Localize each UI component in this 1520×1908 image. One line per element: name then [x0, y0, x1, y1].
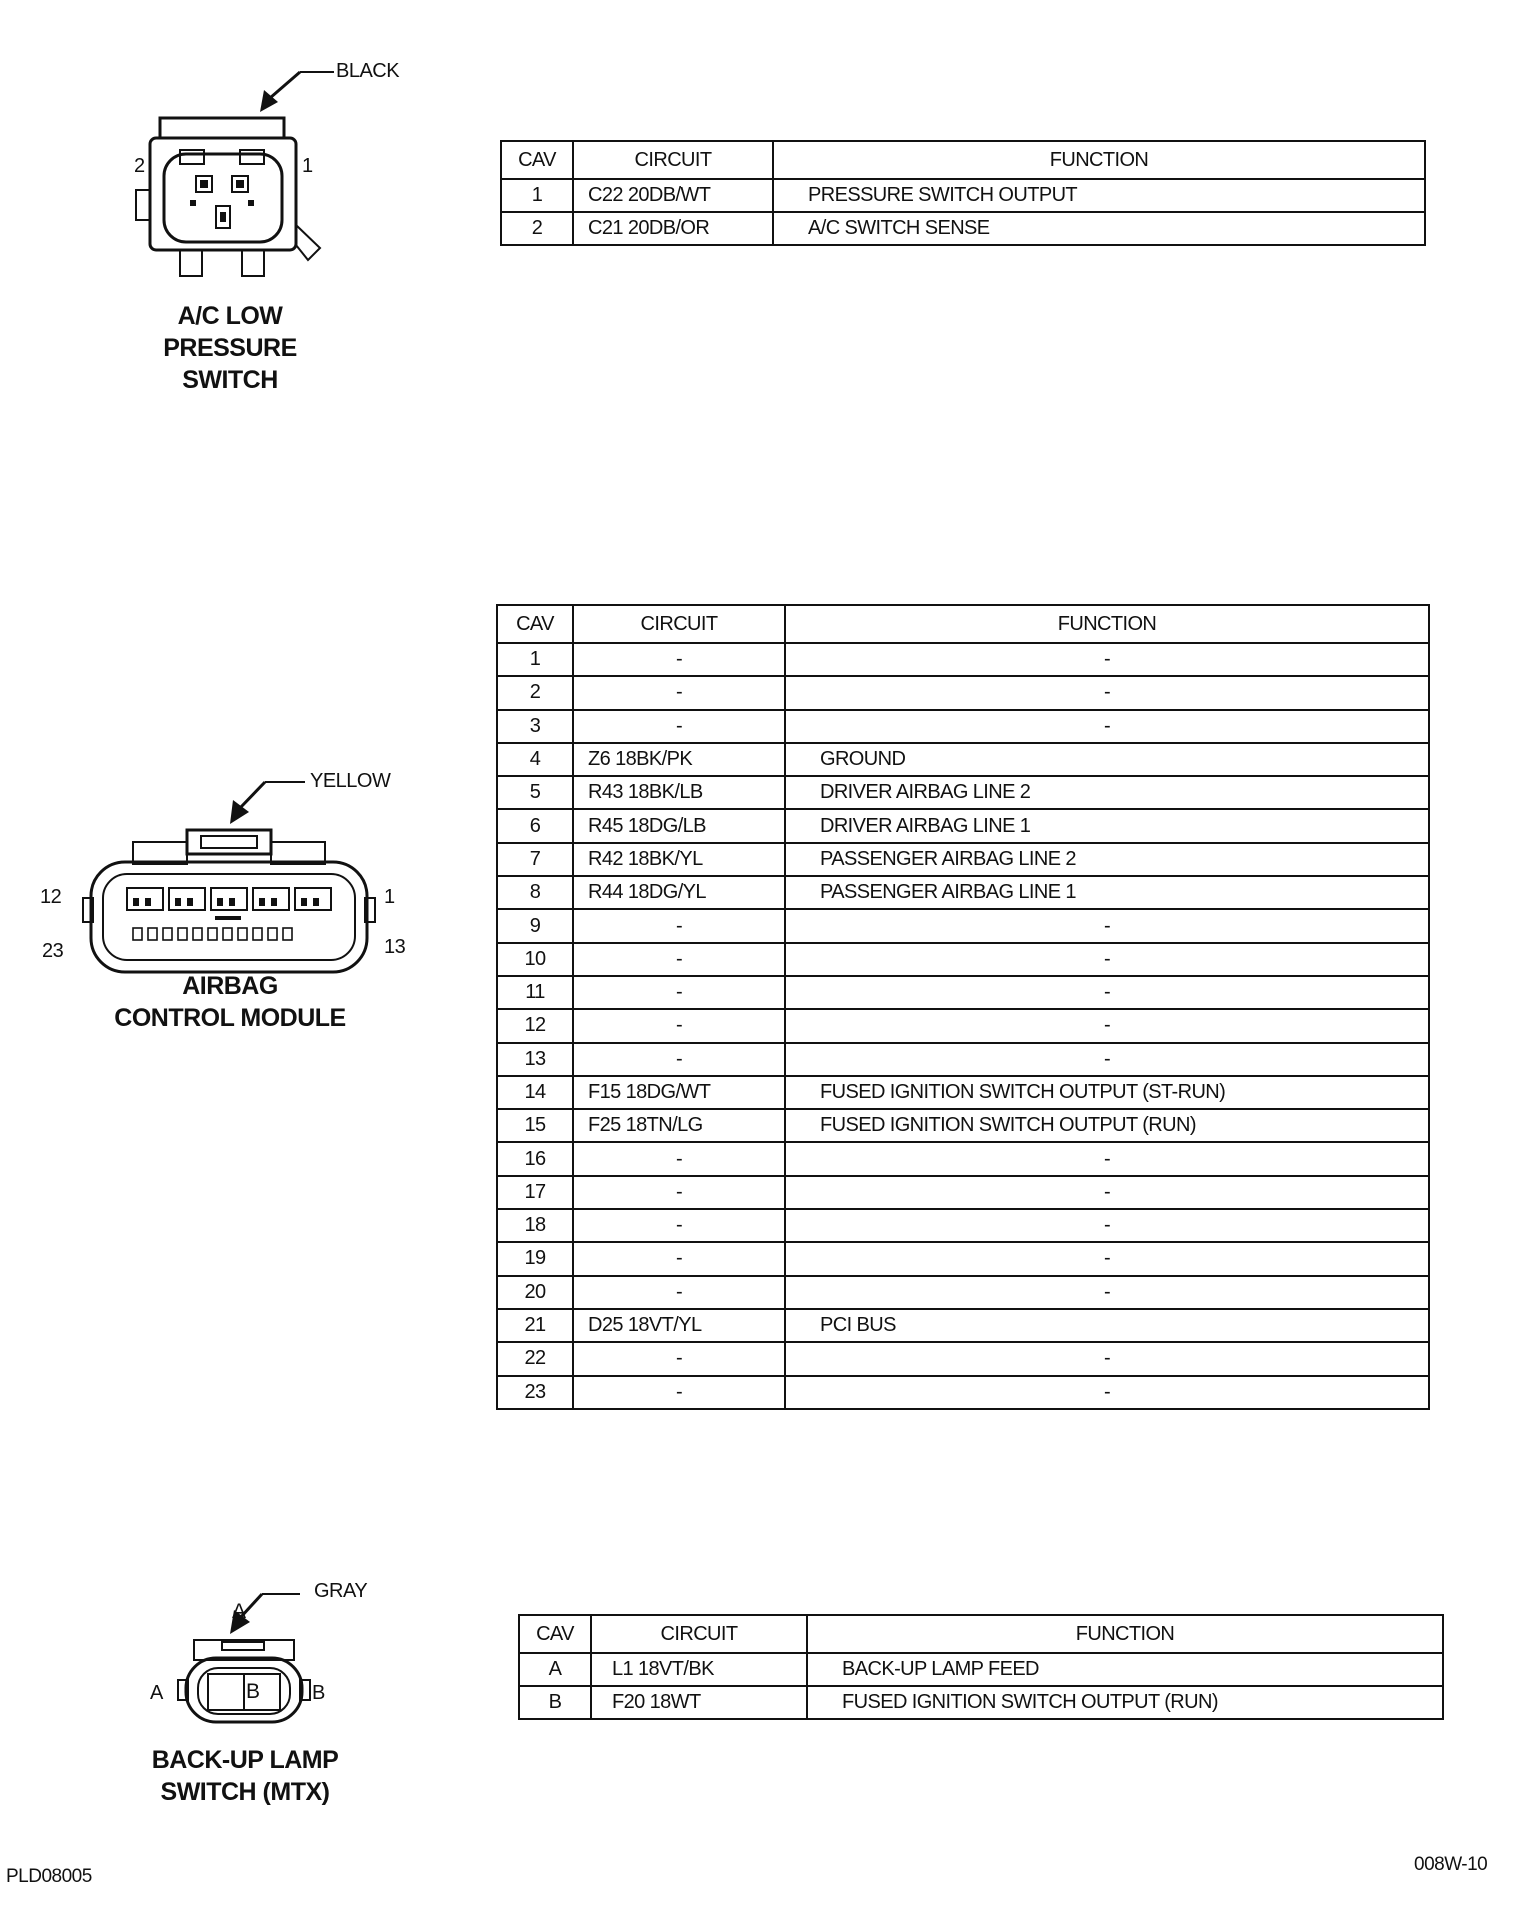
function-cell: -	[785, 1043, 1429, 1076]
cav-cell: 7	[497, 843, 573, 876]
backup-color-label: GRAY	[314, 1580, 368, 1602]
function-cell: -	[785, 1176, 1429, 1209]
cav-cell: B	[519, 1686, 591, 1719]
backup-cavity-a: A	[232, 1600, 246, 1623]
table-row	[497, 1376, 1429, 1409]
header-function: FUNCTION	[785, 605, 1429, 643]
cav-cell: 2	[501, 212, 573, 245]
circuit-cell: L1 18VT/BK	[591, 1653, 807, 1686]
table-header-row	[497, 605, 1429, 643]
title-line: BACK-UP LAMP	[151, 1746, 339, 1774]
circuit-cell: C21 20DB/OR	[573, 212, 773, 245]
cav-cell: 9	[497, 909, 573, 942]
header-circuit: CIRCUIT	[591, 1615, 807, 1653]
function-cell: PASSENGER AIRBAG LINE 1	[785, 876, 1429, 909]
table-row	[497, 1076, 1429, 1109]
circuit-cell: -	[573, 976, 785, 1009]
circuit-cell: -	[573, 1376, 785, 1409]
cav-cell: 18	[497, 1209, 573, 1242]
table-row	[497, 1109, 1429, 1142]
header-cav: CAV	[497, 605, 573, 643]
function-cell: -	[785, 676, 1429, 709]
circuit-cell: D25 18VT/YL	[573, 1309, 785, 1342]
function-cell: A/C SWITCH SENSE	[773, 212, 1425, 245]
header-function: FUNCTION	[807, 1615, 1443, 1653]
table-row	[497, 1176, 1429, 1209]
ac-switch-pin-1-label: 1	[302, 155, 313, 177]
circuit-cell: -	[573, 1009, 785, 1042]
circuit-cell: F25 18TN/LG	[573, 1109, 785, 1142]
function-cell: -	[785, 1276, 1429, 1309]
backup-cavity-b: B	[246, 1680, 260, 1703]
airbag-pin-13-label: 13	[384, 936, 406, 958]
cav-cell: 2	[497, 676, 573, 709]
ac-switch-pin-2-label: 2	[134, 155, 145, 177]
table-row	[497, 1342, 1429, 1375]
function-cell: -	[785, 909, 1429, 942]
title-line: AIRBAG	[182, 972, 278, 1000]
cav-cell: 5	[497, 776, 573, 809]
table-row	[497, 976, 1429, 1009]
circuit-cell: R43 18BK/LB	[573, 776, 785, 809]
airbag-connector-drawing	[75, 770, 405, 980]
table-row	[497, 1009, 1429, 1042]
circuit-cell: F20 18WT	[591, 1686, 807, 1719]
circuit-cell: -	[573, 643, 785, 676]
header-circuit: CIRCUIT	[573, 605, 785, 643]
table-row	[497, 876, 1429, 909]
table-header-row	[519, 1615, 1443, 1653]
function-cell: -	[785, 1242, 1429, 1275]
cav-cell: 4	[497, 743, 573, 776]
function-cell: DRIVER AIRBAG LINE 2	[785, 776, 1429, 809]
cav-cell: 8	[497, 876, 573, 909]
header-cav: CAV	[519, 1615, 591, 1653]
circuit-cell: R45 18DG/LB	[573, 809, 785, 842]
function-cell: -	[785, 1209, 1429, 1242]
function-cell: -	[785, 976, 1429, 1009]
cav-cell: 11	[497, 976, 573, 1009]
title-line: SWITCH (MTX)	[160, 1778, 330, 1806]
cav-cell: 20	[497, 1276, 573, 1309]
cav-cell: 16	[497, 1142, 573, 1175]
table-row	[497, 1276, 1429, 1309]
circuit-cell: R42 18BK/YL	[573, 843, 785, 876]
table-row	[519, 1686, 1443, 1719]
cav-cell: 15	[497, 1109, 573, 1142]
ac-switch-connector-drawing	[120, 50, 420, 290]
circuit-cell: F15 18DG/WT	[573, 1076, 785, 1109]
function-cell: PRESSURE SWITCH OUTPUT	[773, 179, 1425, 212]
table-row	[497, 843, 1429, 876]
cav-cell: 19	[497, 1242, 573, 1275]
table-row	[519, 1653, 1443, 1686]
table-row	[497, 643, 1429, 676]
table-row	[497, 809, 1429, 842]
figure-reference-right: 008W-10	[1414, 1854, 1488, 1875]
header-function: FUNCTION	[773, 141, 1425, 179]
table-row	[497, 1309, 1429, 1342]
ac-switch-color-label: BLACK	[336, 60, 400, 82]
function-cell: FUSED IGNITION SWITCH OUTPUT (ST-RUN)	[785, 1076, 1429, 1109]
table-row	[497, 1209, 1429, 1242]
function-cell: FUSED IGNITION SWITCH OUTPUT (RUN)	[807, 1686, 1443, 1719]
table-row	[501, 179, 1425, 212]
header-circuit: CIRCUIT	[573, 141, 773, 179]
circuit-cell: -	[573, 1142, 785, 1175]
cav-cell: 13	[497, 1043, 573, 1076]
circuit-cell: -	[573, 1176, 785, 1209]
function-cell: -	[785, 943, 1429, 976]
airbag-pin-1-label: 1	[384, 886, 395, 908]
cav-cell: 21	[497, 1309, 573, 1342]
function-cell: -	[785, 1009, 1429, 1042]
circuit-cell: -	[573, 1242, 785, 1275]
circuit-cell: -	[573, 1209, 785, 1242]
table-row	[497, 943, 1429, 976]
table-row	[497, 676, 1429, 709]
airbag-table-body	[497, 643, 1429, 1409]
figure-reference-left: PLD08005	[6, 1866, 92, 1887]
circuit-cell: -	[573, 1276, 785, 1309]
cav-cell: 1	[501, 179, 573, 212]
function-cell: PCI BUS	[785, 1309, 1429, 1342]
airbag-title	[90, 970, 370, 1034]
table-row	[497, 710, 1429, 743]
cav-cell: 10	[497, 943, 573, 976]
title-line: SWITCH	[182, 366, 278, 394]
table-row	[497, 1043, 1429, 1076]
airbag-pin-12-label: 12	[40, 886, 62, 908]
table-row	[497, 1142, 1429, 1175]
backup-pin-b-label: B	[312, 1682, 325, 1704]
circuit-cell: Z6 18BK/PK	[573, 743, 785, 776]
cav-cell: 1	[497, 643, 573, 676]
header-cav: CAV	[501, 141, 573, 179]
title-line: CONTROL MODULE	[114, 1004, 346, 1032]
cav-cell: A	[519, 1653, 591, 1686]
table-row	[497, 776, 1429, 809]
cav-cell: 6	[497, 809, 573, 842]
table-row	[497, 909, 1429, 942]
function-cell: DRIVER AIRBAG LINE 1	[785, 809, 1429, 842]
circuit-cell: C22 20DB/WT	[573, 179, 773, 212]
backup-pinout-table	[518, 1614, 1444, 1720]
airbag-pin-23-label: 23	[42, 940, 64, 962]
function-cell: FUSED IGNITION SWITCH OUTPUT (RUN)	[785, 1109, 1429, 1142]
cav-cell: 22	[497, 1342, 573, 1375]
function-cell: PASSENGER AIRBAG LINE 2	[785, 843, 1429, 876]
airbag-pinout-table	[496, 604, 1430, 1410]
table-header-row	[501, 141, 1425, 179]
function-cell: -	[785, 1376, 1429, 1409]
airbag-color-label: YELLOW	[310, 770, 391, 792]
circuit-cell: -	[573, 710, 785, 743]
backup-title	[110, 1744, 380, 1808]
table-row	[497, 1242, 1429, 1275]
circuit-cell: R44 18DG/YL	[573, 876, 785, 909]
cav-cell: 14	[497, 1076, 573, 1109]
function-cell: -	[785, 643, 1429, 676]
circuit-cell: -	[573, 676, 785, 709]
table-row	[497, 743, 1429, 776]
title-line: PRESSURE	[163, 334, 297, 362]
ac-switch-title	[130, 300, 330, 396]
cav-cell: 12	[497, 1009, 573, 1042]
circuit-cell: -	[573, 909, 785, 942]
function-cell: -	[785, 1142, 1429, 1175]
circuit-cell: -	[573, 1043, 785, 1076]
function-cell: BACK-UP LAMP FEED	[807, 1653, 1443, 1686]
cav-cell: 17	[497, 1176, 573, 1209]
ac-switch-pinout-table	[500, 140, 1426, 246]
circuit-cell: -	[573, 1342, 785, 1375]
circuit-cell: -	[573, 943, 785, 976]
function-cell: -	[785, 710, 1429, 743]
table-row	[501, 212, 1425, 245]
function-cell: GROUND	[785, 743, 1429, 776]
title-line: A/C LOW	[177, 302, 283, 330]
cav-cell: 3	[497, 710, 573, 743]
cav-cell: 23	[497, 1376, 573, 1409]
function-cell: -	[785, 1342, 1429, 1375]
backup-pin-a-label: A	[150, 1682, 163, 1704]
